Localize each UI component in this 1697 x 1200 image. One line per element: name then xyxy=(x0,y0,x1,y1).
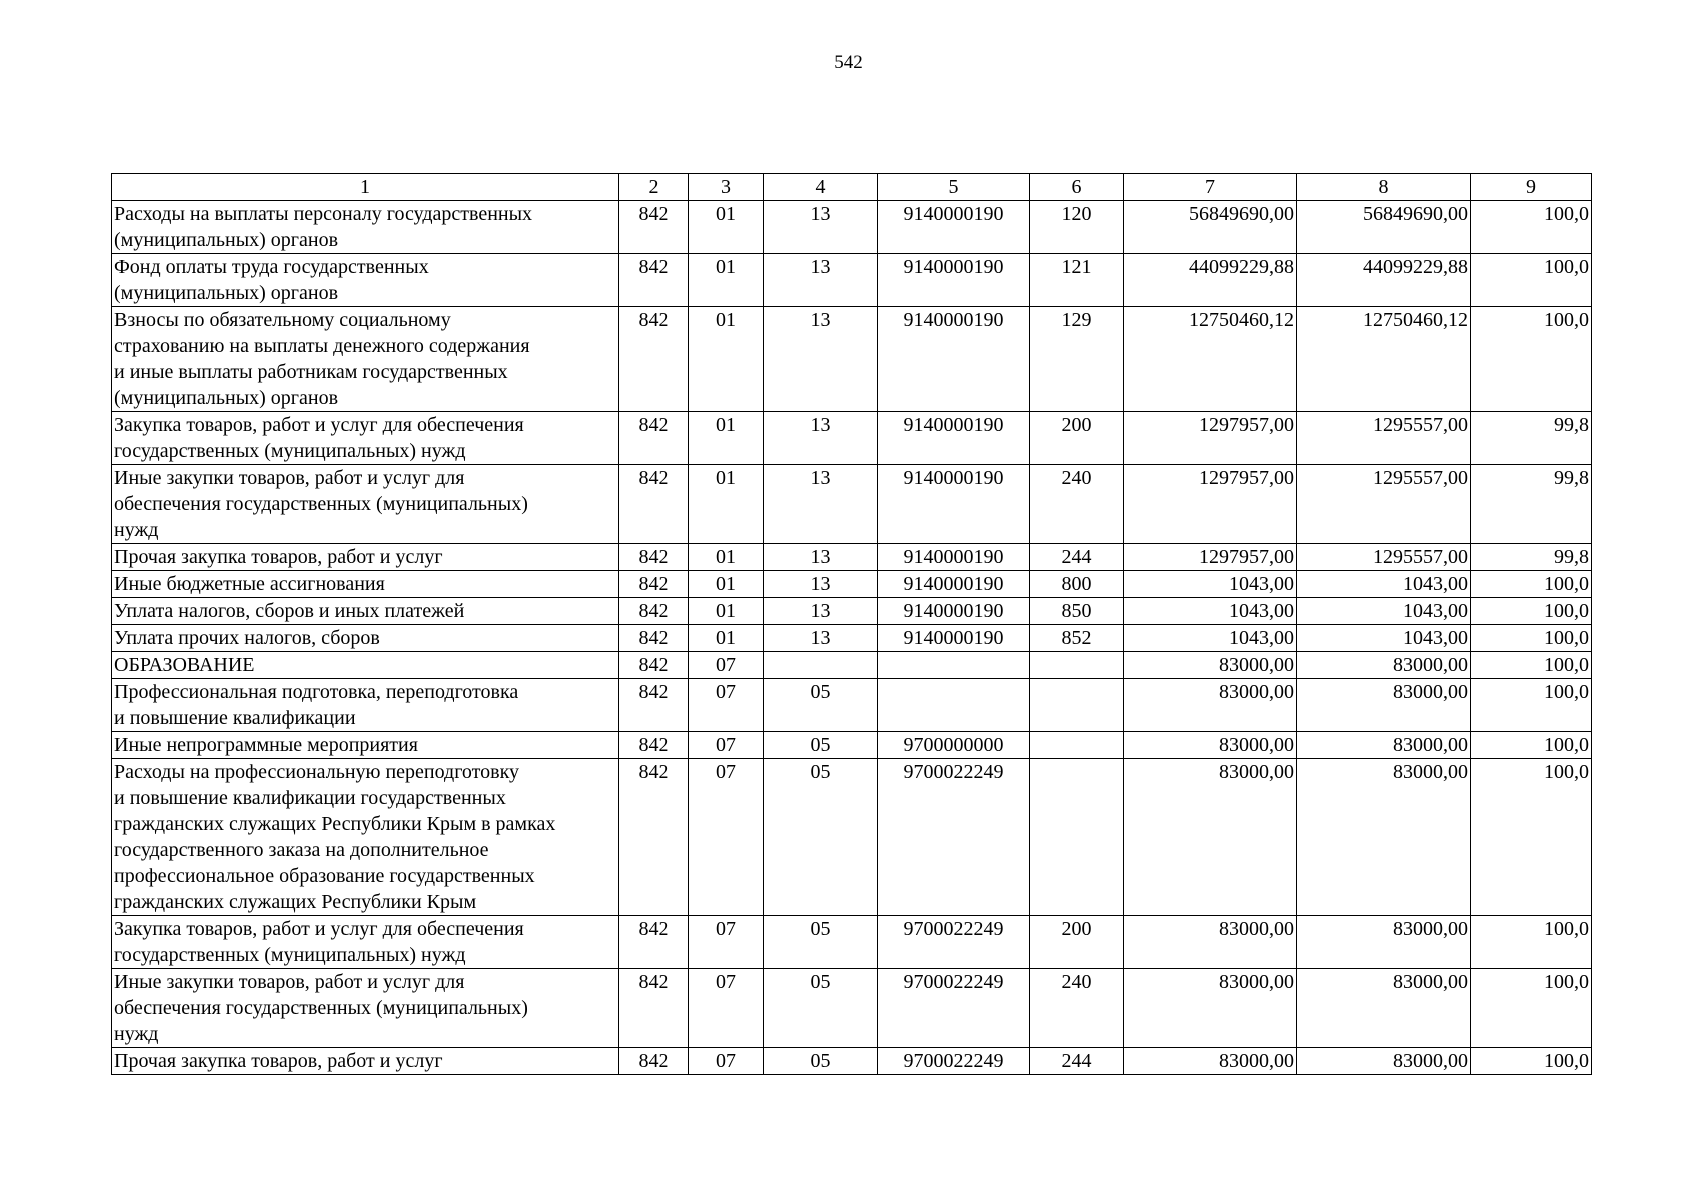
row-col6-cell: 129 xyxy=(1030,307,1124,412)
row-col5-cell: 9140000190 xyxy=(878,544,1030,571)
row-col4-cell: 05 xyxy=(764,732,878,759)
row-col3-cell: 01 xyxy=(689,254,764,307)
row-col3-cell: 01 xyxy=(689,412,764,465)
row-col7-amount-cell: 44099229,88 xyxy=(1124,254,1297,307)
row-col4-cell: 05 xyxy=(764,759,878,916)
row-col4-cell xyxy=(764,652,878,679)
row-col6-cell: 200 xyxy=(1030,916,1124,969)
row-col9-percent-cell: 100,0 xyxy=(1471,254,1592,307)
row-name-cell: Профессиональная подготовка, переподготовка и повышение квалификации xyxy=(112,679,619,732)
table-row xyxy=(112,969,1592,1048)
row-col3-cell: 01 xyxy=(689,465,764,544)
row-col9-percent-cell: 99,8 xyxy=(1471,412,1592,465)
row-col8-amount-cell: 83000,00 xyxy=(1297,1048,1471,1075)
row-col6-cell: 240 xyxy=(1030,465,1124,544)
row-col2-cell: 842 xyxy=(619,625,689,652)
row-col9-percent-cell: 100,0 xyxy=(1471,679,1592,732)
row-col5-cell: 9140000190 xyxy=(878,412,1030,465)
row-col8-amount-cell: 1043,00 xyxy=(1297,571,1471,598)
row-col2-cell: 842 xyxy=(619,759,689,916)
row-col7-amount-cell: 83000,00 xyxy=(1124,652,1297,679)
row-col8-amount-cell: 83000,00 xyxy=(1297,732,1471,759)
row-col4-cell: 13 xyxy=(764,598,878,625)
table-row xyxy=(112,571,1592,598)
row-col9-percent-cell: 100,0 xyxy=(1471,759,1592,916)
row-col3-cell: 07 xyxy=(689,732,764,759)
row-col4-cell: 05 xyxy=(764,679,878,732)
row-col8-amount-cell: 1295557,00 xyxy=(1297,544,1471,571)
row-col9-percent-cell: 100,0 xyxy=(1471,307,1592,412)
row-col4-cell: 13 xyxy=(764,307,878,412)
row-col8-amount-cell: 83000,00 xyxy=(1297,916,1471,969)
row-col6-cell xyxy=(1030,759,1124,916)
row-col9-percent-cell: 100,0 xyxy=(1471,1048,1592,1075)
row-col3-cell: 07 xyxy=(689,1048,764,1075)
row-col5-cell: 9140000190 xyxy=(878,598,1030,625)
row-col8-amount-cell: 1043,00 xyxy=(1297,598,1471,625)
table-row xyxy=(112,307,1592,412)
row-col2-cell: 842 xyxy=(619,201,689,254)
row-col5-cell: 9700022249 xyxy=(878,759,1030,916)
header-col-1: 1 xyxy=(112,174,619,201)
table-row xyxy=(112,759,1592,916)
header-col-3: 3 xyxy=(689,174,764,201)
row-col5-cell: 9140000190 xyxy=(878,254,1030,307)
row-col2-cell: 842 xyxy=(619,544,689,571)
row-col9-percent-cell: 99,8 xyxy=(1471,465,1592,544)
row-col7-amount-cell: 83000,00 xyxy=(1124,759,1297,916)
row-col7-amount-cell: 1043,00 xyxy=(1124,625,1297,652)
row-col5-cell: 9140000190 xyxy=(878,307,1030,412)
table-row xyxy=(112,412,1592,465)
row-col2-cell: 842 xyxy=(619,1048,689,1075)
row-col7-amount-cell: 12750460,12 xyxy=(1124,307,1297,412)
row-name-cell: Уплата налогов, сборов и иных платежей xyxy=(112,598,619,625)
row-name-cell: Закупка товаров, работ и услуг для обеспечения государственных (муниципальных) нужд xyxy=(112,412,619,465)
row-col9-percent-cell: 100,0 xyxy=(1471,201,1592,254)
row-col7-amount-cell: 1043,00 xyxy=(1124,571,1297,598)
row-col9-percent-cell: 100,0 xyxy=(1471,571,1592,598)
row-name-cell: ОБРАЗОВАНИЕ xyxy=(112,652,619,679)
table-row xyxy=(112,652,1592,679)
row-name-cell: Иные бюджетные ассигнования xyxy=(112,571,619,598)
header-col-6: 6 xyxy=(1030,174,1124,201)
row-name-cell: Расходы на профессиональную переподготовку и повышение квалификации государственных гражданских служащих Республики Крым в рамках государственного заказа на дополнительное профессиональное образование государственных гражданских служащих Республики Крым xyxy=(112,759,619,916)
row-col3-cell: 07 xyxy=(689,652,764,679)
row-col4-cell: 13 xyxy=(764,544,878,571)
row-col6-cell xyxy=(1030,679,1124,732)
row-name-cell: Фонд оплаты труда государственных (муниципальных) органов xyxy=(112,254,619,307)
table-row xyxy=(112,732,1592,759)
row-col3-cell: 01 xyxy=(689,544,764,571)
row-col6-cell: 800 xyxy=(1030,571,1124,598)
row-col5-cell: 9140000190 xyxy=(878,465,1030,544)
row-name-cell: Закупка товаров, работ и услуг для обеспечения государственных (муниципальных) нужд xyxy=(112,916,619,969)
row-col7-amount-cell: 83000,00 xyxy=(1124,679,1297,732)
row-col6-cell xyxy=(1030,652,1124,679)
header-col-5: 5 xyxy=(878,174,1030,201)
row-col2-cell: 842 xyxy=(619,412,689,465)
row-col2-cell: 842 xyxy=(619,598,689,625)
row-col5-cell: 9700022249 xyxy=(878,1048,1030,1075)
row-col2-cell: 842 xyxy=(619,732,689,759)
row-col8-amount-cell: 1295557,00 xyxy=(1297,412,1471,465)
row-col4-cell: 05 xyxy=(764,916,878,969)
row-col5-cell: 9140000190 xyxy=(878,571,1030,598)
row-col8-amount-cell: 83000,00 xyxy=(1297,652,1471,679)
row-col5-cell xyxy=(878,679,1030,732)
row-col6-cell: 200 xyxy=(1030,412,1124,465)
row-col4-cell: 13 xyxy=(764,571,878,598)
row-col8-amount-cell: 44099229,88 xyxy=(1297,254,1471,307)
row-col9-percent-cell: 99,8 xyxy=(1471,544,1592,571)
row-col5-cell: 9700000000 xyxy=(878,732,1030,759)
row-col2-cell: 842 xyxy=(619,307,689,412)
row-col2-cell: 842 xyxy=(619,254,689,307)
header-col-8: 8 xyxy=(1297,174,1471,201)
row-col5-cell: 9140000190 xyxy=(878,201,1030,254)
row-col5-cell xyxy=(878,652,1030,679)
table-row xyxy=(112,598,1592,625)
row-col2-cell: 842 xyxy=(619,969,689,1048)
page-number: 542 xyxy=(834,52,863,73)
row-col7-amount-cell: 1297957,00 xyxy=(1124,465,1297,544)
row-col9-percent-cell: 100,0 xyxy=(1471,652,1592,679)
row-name-cell: Иные закупки товаров, работ и услуг для обеспечения государственных (муниципальных) нужд xyxy=(112,969,619,1048)
row-col4-cell: 05 xyxy=(764,1048,878,1075)
row-col7-amount-cell: 83000,00 xyxy=(1124,732,1297,759)
row-col9-percent-cell: 100,0 xyxy=(1471,732,1592,759)
row-col9-percent-cell: 100,0 xyxy=(1471,969,1592,1048)
row-col7-amount-cell: 83000,00 xyxy=(1124,916,1297,969)
table-row xyxy=(112,625,1592,652)
row-col3-cell: 07 xyxy=(689,916,764,969)
row-col5-cell: 9700022249 xyxy=(878,916,1030,969)
row-col2-cell: 842 xyxy=(619,916,689,969)
table-row xyxy=(112,465,1592,544)
row-col6-cell xyxy=(1030,732,1124,759)
row-col4-cell: 05 xyxy=(764,969,878,1048)
row-col5-cell: 9700022249 xyxy=(878,969,1030,1048)
row-col4-cell: 13 xyxy=(764,625,878,652)
row-name-cell: Расходы на выплаты персоналу государственных (муниципальных) органов xyxy=(112,201,619,254)
row-col4-cell: 13 xyxy=(764,465,878,544)
row-col8-amount-cell: 83000,00 xyxy=(1297,759,1471,916)
row-col2-cell: 842 xyxy=(619,652,689,679)
row-col5-cell: 9140000190 xyxy=(878,625,1030,652)
row-col3-cell: 01 xyxy=(689,307,764,412)
row-col8-amount-cell: 83000,00 xyxy=(1297,679,1471,732)
table-row xyxy=(112,254,1592,307)
row-col3-cell: 01 xyxy=(689,598,764,625)
header-col-7: 7 xyxy=(1124,174,1297,201)
table-body xyxy=(112,201,1592,1075)
row-col6-cell: 852 xyxy=(1030,625,1124,652)
table-row xyxy=(112,916,1592,969)
row-col4-cell: 13 xyxy=(764,201,878,254)
row-name-cell: Взносы по обязательному социальному страхованию на выплаты денежного содержания и иные выплаты работникам государственных (муниципальных) органов xyxy=(112,307,619,412)
row-col7-amount-cell: 1297957,00 xyxy=(1124,412,1297,465)
header-col-9: 9 xyxy=(1471,174,1592,201)
row-col3-cell: 01 xyxy=(689,571,764,598)
row-col9-percent-cell: 100,0 xyxy=(1471,598,1592,625)
row-col3-cell: 01 xyxy=(689,201,764,254)
header-col-4: 4 xyxy=(764,174,878,201)
row-col6-cell: 850 xyxy=(1030,598,1124,625)
row-col3-cell: 07 xyxy=(689,759,764,916)
row-col2-cell: 842 xyxy=(619,679,689,732)
budget-table xyxy=(111,173,1592,1075)
table-row xyxy=(112,1048,1592,1075)
row-col3-cell: 01 xyxy=(689,625,764,652)
row-col8-amount-cell: 56849690,00 xyxy=(1297,201,1471,254)
row-name-cell: Прочая закупка товаров, работ и услуг xyxy=(112,1048,619,1075)
row-col6-cell: 120 xyxy=(1030,201,1124,254)
table-row xyxy=(112,544,1592,571)
row-col6-cell: 244 xyxy=(1030,1048,1124,1075)
row-col7-amount-cell: 83000,00 xyxy=(1124,1048,1297,1075)
row-col3-cell: 07 xyxy=(689,679,764,732)
row-col7-amount-cell: 83000,00 xyxy=(1124,969,1297,1048)
row-name-cell: Прочая закупка товаров, работ и услуг xyxy=(112,544,619,571)
row-col9-percent-cell: 100,0 xyxy=(1471,916,1592,969)
row-col6-cell: 244 xyxy=(1030,544,1124,571)
row-col8-amount-cell: 1043,00 xyxy=(1297,625,1471,652)
table-header-row xyxy=(112,174,1592,201)
row-col6-cell: 121 xyxy=(1030,254,1124,307)
row-col7-amount-cell: 56849690,00 xyxy=(1124,201,1297,254)
row-name-cell: Иные закупки товаров, работ и услуг для обеспечения государственных (муниципальных) нужд xyxy=(112,465,619,544)
row-col9-percent-cell: 100,0 xyxy=(1471,625,1592,652)
row-col8-amount-cell: 1295557,00 xyxy=(1297,465,1471,544)
row-col4-cell: 13 xyxy=(764,254,878,307)
row-col6-cell: 240 xyxy=(1030,969,1124,1048)
table-row xyxy=(112,201,1592,254)
row-name-cell: Уплата прочих налогов, сборов xyxy=(112,625,619,652)
row-col7-amount-cell: 1043,00 xyxy=(1124,598,1297,625)
row-name-cell: Иные непрограммные мероприятия xyxy=(112,732,619,759)
row-col7-amount-cell: 1297957,00 xyxy=(1124,544,1297,571)
table-row xyxy=(112,679,1592,732)
header-col-2: 2 xyxy=(619,174,689,201)
row-col2-cell: 842 xyxy=(619,465,689,544)
row-col8-amount-cell: 83000,00 xyxy=(1297,969,1471,1048)
row-col3-cell: 07 xyxy=(689,969,764,1048)
row-col8-amount-cell: 12750460,12 xyxy=(1297,307,1471,412)
row-col4-cell: 13 xyxy=(764,412,878,465)
row-col2-cell: 842 xyxy=(619,571,689,598)
